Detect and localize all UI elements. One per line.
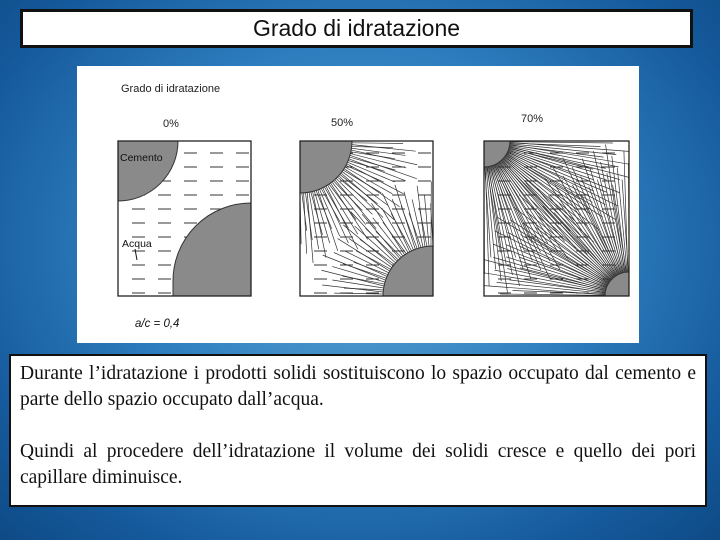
hydration-ray [352,145,416,152]
hydration-ray [510,142,613,143]
slide-title-box [20,9,693,48]
panel-label-0: 0% [163,118,179,130]
hydration-ray [305,193,312,240]
hydration-products [480,137,633,301]
hydration-ray [383,222,406,254]
hydration-ray [531,200,612,279]
hydration-ray [352,143,403,144]
hydration-ray [500,294,605,295]
cement-grain-bottom [383,246,433,296]
cement-grain-top [300,141,352,193]
hydration-figure [77,66,639,343]
label-acqua: Acqua [122,238,152,250]
water-cement-ratio: a/c = 0,4 [135,318,180,330]
panel-0-percent [118,141,251,296]
cement-grain-bottom [173,203,251,296]
cement-grain-top [484,141,510,167]
hydration-ray [498,163,558,252]
hydration-ray [510,137,596,141]
explanation-box [9,354,707,507]
paragraph-2: Quindi al procedere dell’idratazione il volume dei solidi cresce e quello dei pori capillare diminuisce. [20,441,696,488]
cement-grain-top [118,141,178,201]
cement-grain-bottom [605,272,629,296]
hydration-diagram [77,66,639,343]
hydration-ray [504,158,587,226]
hydration-ray [581,194,620,274]
panel-70-percent [480,137,633,301]
panel-label-50: 50% [331,117,354,129]
label-cemento: Cemento [120,152,163,164]
panel-label-70: 70% [521,113,544,125]
hydration-ray [345,251,389,273]
hydration-ray [349,238,392,267]
hydration-ray [328,185,358,234]
hydration-ray [520,235,608,284]
figure-heading: Grado di idratazione [121,83,221,95]
panel-50-percent [300,137,433,299]
hydration-ray [304,193,307,254]
hydration-ray [392,199,413,250]
hydration-ray [517,296,605,300]
slide-title: Grado di idratazione [252,15,461,41]
hydration-ray [601,162,624,273]
paragraph-1: Durante l’idratazione i prodotti solidi sostituiscono lo spazio occupato dal cemento e parte dello spazio occupato dall’acqua. [20,363,696,410]
